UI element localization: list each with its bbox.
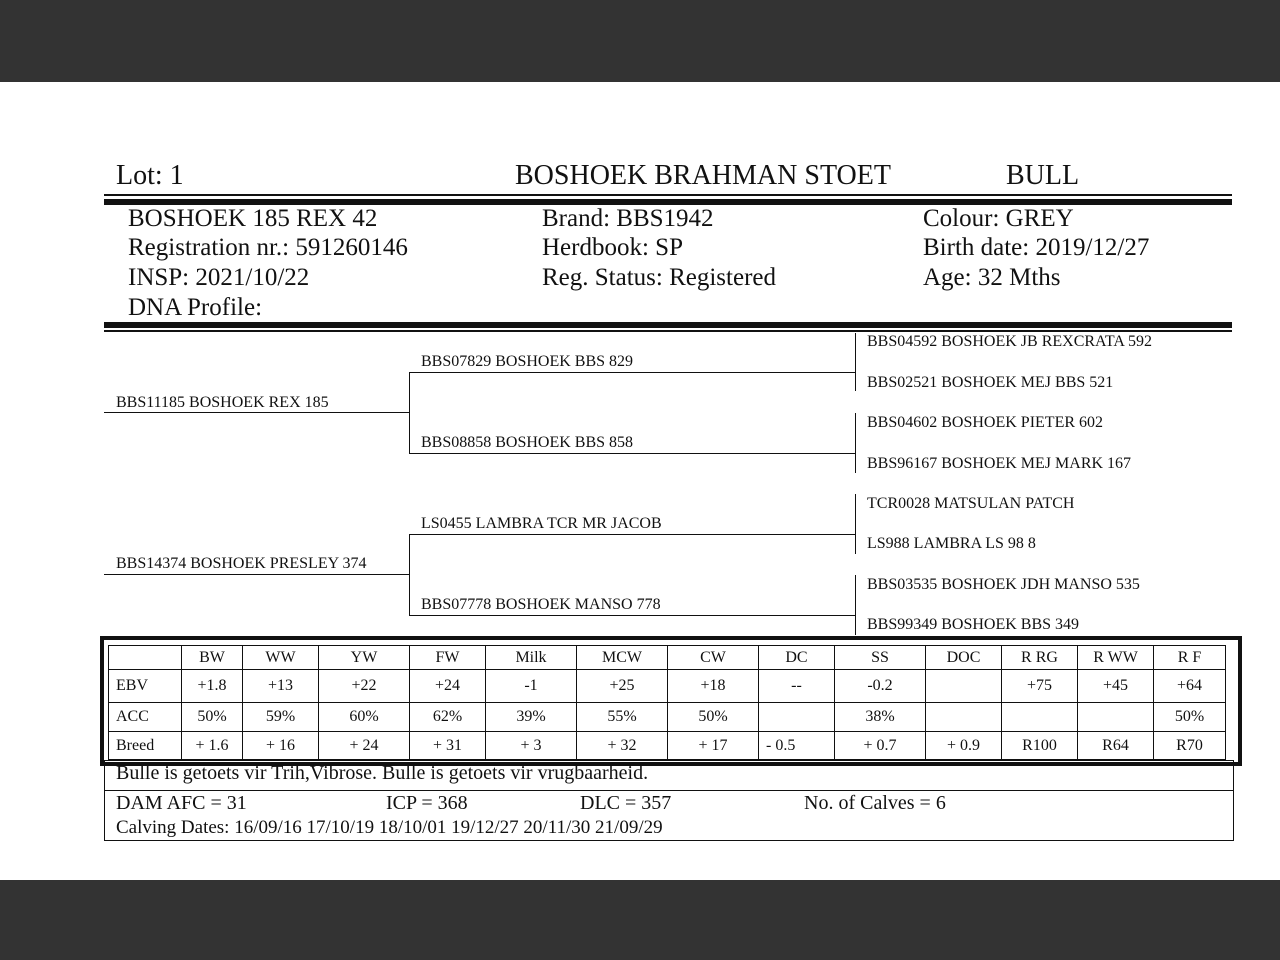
ebv-cell: +22 [319, 670, 410, 703]
ebv-cell: 50% [182, 703, 243, 732]
ebv-cell: +25 [577, 670, 668, 703]
ebv-cell: 62% [410, 703, 486, 732]
dam-line [104, 574, 410, 575]
ebv-cell [926, 703, 1002, 732]
ebv-header-cell [109, 646, 182, 670]
ebv-header-cell: WW [243, 646, 319, 670]
herdbook: Herdbook: SP [542, 234, 683, 261]
ebv-header-cell: R F [1154, 646, 1226, 670]
dam-afc: DAM AFC = 31 [116, 792, 247, 814]
pedigree-ggp-8: BBS99349 BOSHOEK BBS 349 [867, 616, 1080, 633]
dam-sire-line [409, 534, 855, 535]
dam-dam-line [409, 615, 855, 616]
ebv-header-cell: R RG [1002, 646, 1078, 670]
top-dark-bar [0, 0, 1280, 82]
ebv-header-row [109, 646, 1226, 670]
remarks-divider [104, 790, 1233, 791]
ebv-cell: R64 [1078, 732, 1154, 760]
ebv-header-cell: Milk [486, 646, 577, 670]
ebv-cell [759, 703, 835, 732]
remarks-text: Bulle is getoets vir Trih,Vibrose. Bulle is getoets vir vrugbaarheid. [116, 762, 649, 784]
dam-icp: ICP = 368 [386, 792, 468, 814]
colour: Colour: GREY [923, 205, 1074, 232]
pedigree-ggp-7: BBS03535 BOSHOEK JDH MANSO 535 [867, 576, 1140, 593]
pedigree-ggp-2: BBS02521 BOSHOEK MEJ BBS 521 [867, 374, 1114, 391]
ebv-row-label: EBV [109, 670, 182, 703]
ggp-bracket-3 [855, 494, 856, 554]
ebv-cell: + 1.6 [182, 732, 243, 760]
ebv-header-cell: YW [319, 646, 410, 670]
ebv-header-cell: CW [668, 646, 759, 670]
animal-name: BOSHOEK 185 REX 42 [128, 205, 378, 232]
ggp-bracket-4 [855, 575, 856, 635]
ebv-cell: + 24 [319, 732, 410, 760]
ebv-cell: -1 [486, 670, 577, 703]
ebv-cell: -0.2 [835, 670, 926, 703]
brand: Brand: BBS1942 [542, 205, 714, 232]
ebv-cell: 39% [486, 703, 577, 732]
pedigree-ggp-4: BBS96167 BOSHOEK MEJ MARK 167 [867, 455, 1132, 472]
info-rule-thick [104, 322, 1232, 328]
ebv-cell: R70 [1154, 732, 1226, 760]
pedigree-sire: BBS11185 BOSHOEK REX 185 [116, 394, 329, 411]
ebv-cell: 59% [243, 703, 319, 732]
dam-calves-count: No. of Calves = 6 [804, 792, 946, 814]
ebv-cell: 55% [577, 703, 668, 732]
ebv-cell [926, 670, 1002, 703]
calving-dates: Calving Dates: 16/09/16 17/10/19 18/10/01 19/12/27 20/11/30 21/09/29 [116, 817, 663, 838]
ebv-cell: 50% [1154, 703, 1226, 732]
ebv-row-ebv [109, 670, 1226, 703]
ggp-bracket-2 [855, 413, 856, 473]
ebv-header-cell: SS [835, 646, 926, 670]
birth-date: Birth date: 2019/12/27 [923, 234, 1150, 261]
ebv-cell: -- [759, 670, 835, 703]
ebv-cell: + 16 [243, 732, 319, 760]
ebv-cell [1002, 703, 1078, 732]
ebv-header-cell: FW [410, 646, 486, 670]
pedigree-sire-sire: BBS07829 BOSHOEK BBS 829 [421, 353, 634, 370]
ebv-header-cell: DC [759, 646, 835, 670]
ebv-cell: 38% [835, 703, 926, 732]
ebv-cell: +45 [1078, 670, 1154, 703]
ebv-header-cell: R WW [1078, 646, 1154, 670]
sire-dam-line [409, 453, 855, 454]
pedigree-dam-sire: LS0455 LAMBRA TCR MR JACOB [421, 515, 662, 532]
ebv-row-breed [109, 732, 1226, 760]
ebv-cell: + 32 [577, 732, 668, 760]
ebv-cell: 60% [319, 703, 410, 732]
ebv-cell: 50% [668, 703, 759, 732]
registration-number: Registration nr.: 591260146 [128, 234, 408, 261]
ebv-row-label: Breed [109, 732, 182, 760]
pedigree-sire-dam: BBS08858 BOSHOEK BBS 858 [421, 434, 634, 451]
pedigree-ggp-1: BBS04592 BOSHOEK JB REXCRATA 592 [867, 333, 1152, 350]
registration-status: Reg. Status: Registered [542, 264, 776, 291]
ebv-cell: +1.8 [182, 670, 243, 703]
lot-number: Lot: 1 [116, 160, 184, 191]
ebv-cell: + 17 [668, 732, 759, 760]
ebv-header-cell: BW [182, 646, 243, 670]
ebv-cell: R100 [1002, 732, 1078, 760]
ebv-header-cell: DOC [926, 646, 1002, 670]
animal-sex: BULL [1006, 160, 1080, 191]
ebv-cell [1078, 703, 1154, 732]
inspection-date: INSP: 2021/10/22 [128, 264, 310, 291]
pedigree-ggp-5: TCR0028 MATSULAN PATCH [867, 495, 1075, 512]
ggp-bracket-1 [855, 333, 856, 391]
pedigree-ggp-3: BBS04602 BOSHOEK PIETER 602 [867, 414, 1104, 431]
sire-line [104, 412, 410, 413]
ebv-cell: +13 [243, 670, 319, 703]
herd-name: BOSHOEK BRAHMAN STOET [515, 160, 891, 191]
ebv-table [108, 645, 1226, 760]
ebv-cell: + 0.9 [926, 732, 1002, 760]
info-rule-thin [104, 330, 1232, 332]
ebv-cell: + 0.7 [835, 732, 926, 760]
ebv-cell: +24 [410, 670, 486, 703]
ebv-cell: + 31 [410, 732, 486, 760]
bottom-dark-bar [0, 880, 1280, 960]
dam-bracket [409, 534, 410, 616]
ebv-row-label: ACC [109, 703, 182, 732]
ebv-cell: - 0.5 [759, 732, 835, 760]
ebv-header-cell: MCW [577, 646, 668, 670]
ebv-cell: +18 [668, 670, 759, 703]
dna-profile: DNA Profile: [128, 294, 263, 321]
ebv-cell: + 3 [486, 732, 577, 760]
dam-dlc: DLC = 357 [580, 792, 672, 814]
pedigree-ggp-6: LS988 LAMBRA LS 98 8 [867, 535, 1036, 552]
sire-sire-line [409, 372, 855, 373]
pedigree-dam: BBS14374 BOSHOEK PRESLEY 374 [116, 555, 367, 572]
ebv-cell: +75 [1002, 670, 1078, 703]
ebv-row-acc [109, 703, 1226, 732]
pedigree-dam-dam: BBS07778 BOSHOEK MANSO 778 [421, 596, 661, 613]
ebv-cell: +64 [1154, 670, 1226, 703]
header-rule-thin [104, 194, 1232, 196]
age: Age: 32 Mths [923, 264, 1061, 291]
sire-bracket [409, 372, 410, 454]
